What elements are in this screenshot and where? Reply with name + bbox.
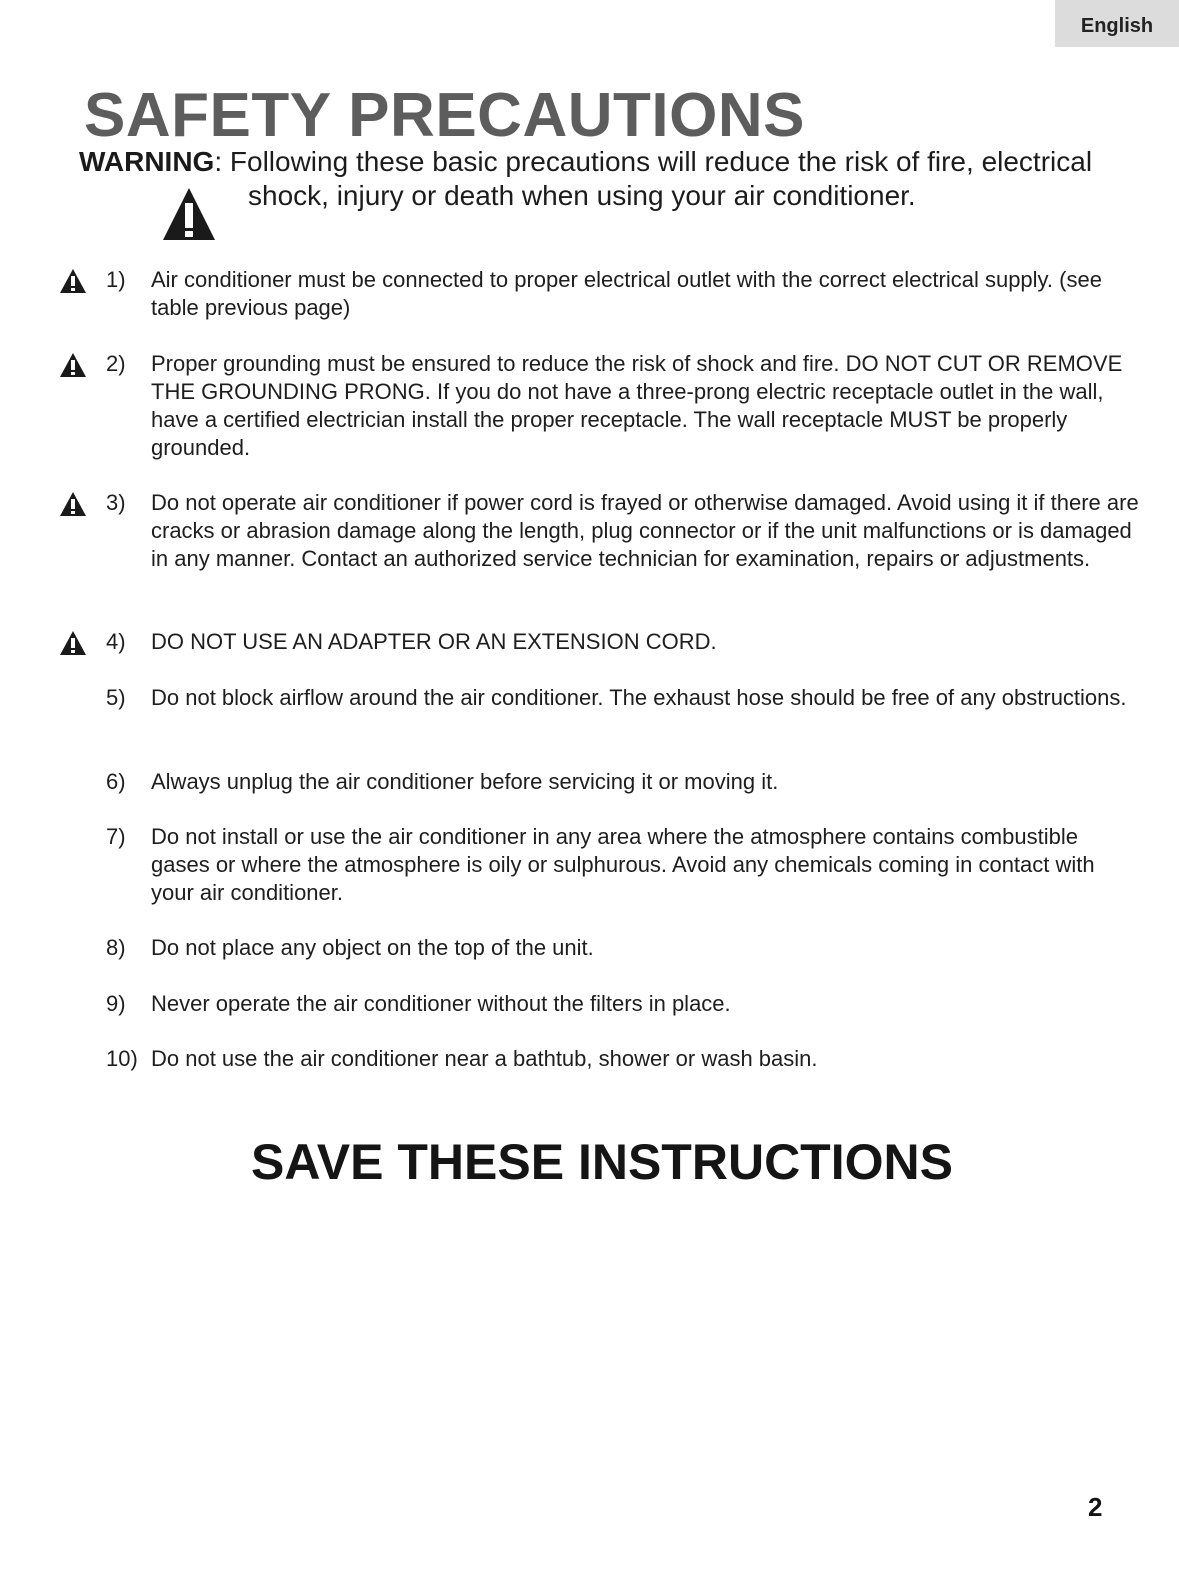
item-text: Do not use the air conditioner near a bathtub, shower or wash basin. xyxy=(151,1046,818,1071)
item-text: DO NOT USE AN ADAPTER OR AN EXTENSION CORD. xyxy=(151,629,717,654)
list-item xyxy=(60,990,1140,1018)
list-item xyxy=(60,489,1140,573)
list-item xyxy=(60,1045,1140,1073)
item-number: 3) xyxy=(106,490,126,515)
list-item xyxy=(60,768,1140,796)
list-item xyxy=(60,350,1140,462)
page-title: SAFETY PRECAUTIONS xyxy=(84,81,805,150)
save-instructions-heading: SAVE THESE INSTRUCTIONS xyxy=(251,1134,953,1190)
warning-text-line2: shock, injury or death when using your air conditioner. xyxy=(248,180,916,211)
warning-triangle-icon xyxy=(60,353,86,377)
warning-statement xyxy=(79,146,1092,178)
warning-text-line1: : Following these basic precautions will reduce the risk of fire, electrical xyxy=(214,146,1093,177)
list-item xyxy=(60,684,1140,712)
list-item xyxy=(60,823,1140,907)
item-text: Proper grounding must be ensured to reduce the risk of shock and fire. DO NOT CUT OR REMOVE THE GROUNDING PRONG. If you do not have a three-prong electric receptacle outlet in the wall, have a certified electrician install the proper receptacle. The wall receptacle MUST be properly grounded. xyxy=(151,351,1123,460)
list-item xyxy=(60,934,1140,962)
list-item xyxy=(60,628,1140,656)
list-item xyxy=(60,266,1140,322)
item-number: 2) xyxy=(106,351,126,376)
item-number: 7) xyxy=(106,824,126,849)
item-number: 5) xyxy=(106,685,126,710)
warning-label: WARNING xyxy=(79,146,215,177)
page-number: 2 xyxy=(1088,1492,1103,1522)
item-text: Air conditioner must be connected to proper electrical outlet with the correct electrical supply. (see table previous page) xyxy=(151,267,1102,320)
item-number: 6) xyxy=(106,769,126,794)
item-number: 8) xyxy=(106,935,126,960)
warning-triangle-icon xyxy=(60,631,86,655)
item-text: Do not place any object on the top of the unit. xyxy=(151,935,594,960)
item-text: Do not block airflow around the air conditioner. The exhaust hose should be free of any obstructions. xyxy=(151,685,1127,710)
item-text: Do not install or use the air conditioner in any area where the atmosphere contains combustible gases or where the atmosphere is oily or sulphurous. Avoid any chemicals coming in contact with your air conditioner. xyxy=(151,824,1095,905)
item-text: Always unplug the air conditioner before servicing it or moving it. xyxy=(151,769,779,794)
warning-triangle-icon xyxy=(60,492,86,516)
item-number: 4) xyxy=(106,629,126,654)
language-tab: English xyxy=(1055,0,1179,47)
item-text: Never operate the air conditioner without the filters in place. xyxy=(151,991,731,1016)
warning-triangle-icon xyxy=(60,269,86,293)
warning-triangle-icon xyxy=(162,187,216,241)
item-text: Do not operate air conditioner if power cord is frayed or otherwise damaged. Avoid using it if there are cracks or abrasion damage along the length, plug connector or if the unit malfunctions or is damaged in any manner. Contact an authorized service technician for examination, repairs or adjustments. xyxy=(151,490,1139,571)
item-number: 9) xyxy=(106,991,126,1016)
item-number: 1) xyxy=(106,267,126,292)
item-number: 10) xyxy=(106,1046,138,1071)
